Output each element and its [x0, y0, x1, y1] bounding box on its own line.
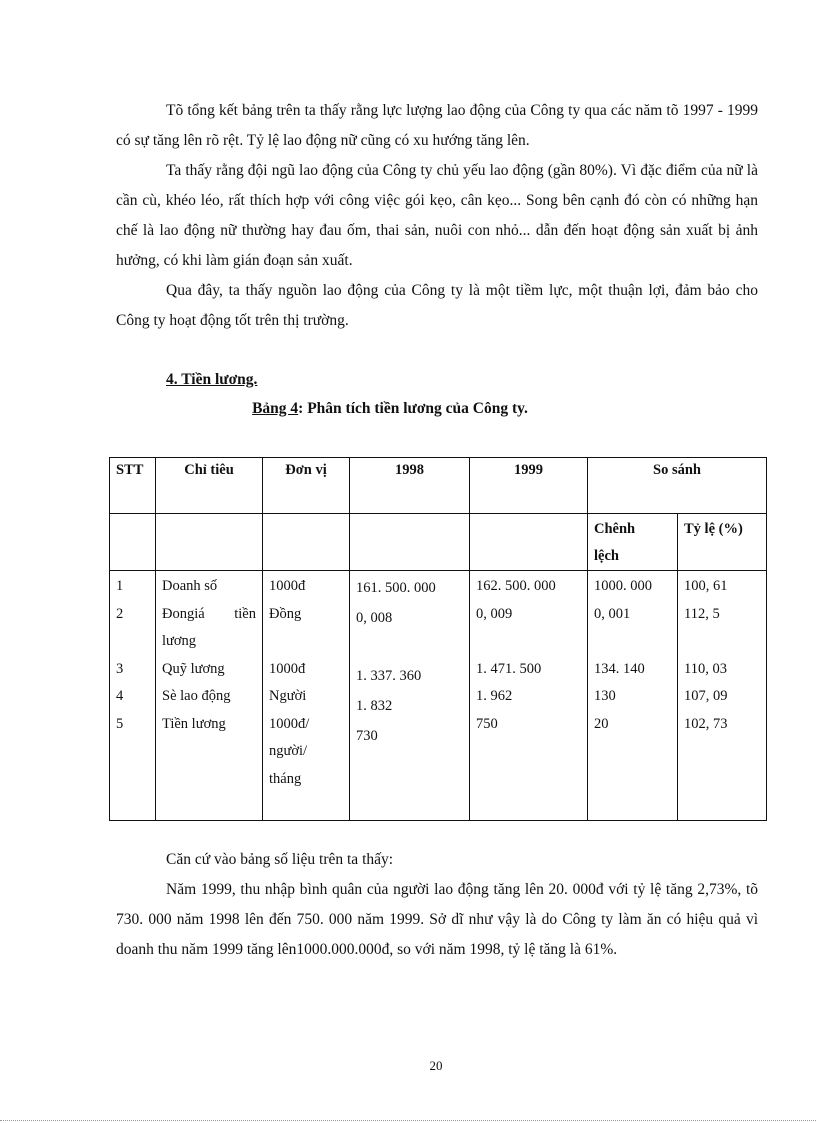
- subheader-empty-cell: [263, 514, 350, 571]
- ratio-cell: 102, 73: [684, 715, 728, 732]
- indicator-cell: Quỹ lương: [162, 660, 225, 677]
- table-header-row: [110, 458, 767, 514]
- unit-cell: Đồng: [269, 605, 302, 622]
- subheader-ratio: Tỷ lệ (%): [678, 514, 767, 571]
- unit-cell: 1000đ: [269, 578, 306, 594]
- value-1998-cell: 161. 500. 000: [356, 580, 436, 596]
- indicator-column: [156, 571, 263, 821]
- header-unit: Đơn vị: [263, 458, 350, 514]
- difference-spacer: [594, 628, 671, 656]
- unit-cell: người/: [269, 743, 308, 759]
- header-compare: So sánh: [588, 458, 767, 514]
- value-1998-spacer: [356, 633, 463, 661]
- value-1999-cell: 162. 500. 000: [476, 578, 556, 594]
- subheader-empty-cell: [110, 514, 156, 571]
- stt-cell: 1: [116, 578, 124, 594]
- unit-cell: 1000đ/: [269, 715, 310, 732]
- differences-column: [588, 571, 678, 821]
- ratio-cell: 112, 5: [684, 605, 720, 622]
- value-1999-cell: 1. 471. 500: [476, 660, 542, 677]
- stt-cell: 5: [116, 715, 124, 732]
- values-1998-column: [350, 571, 470, 821]
- value-1998-cell: 730: [356, 728, 378, 744]
- subheader-empty-cell: [350, 514, 470, 571]
- table-caption-text: : Phân tích tiền lương của Công ty.: [298, 400, 528, 417]
- salary-analysis-table: [109, 457, 767, 821]
- unit-spacer: [269, 628, 343, 656]
- table-subheader-row: [110, 514, 767, 571]
- table-caption: [0, 394, 780, 424]
- section-heading-text: 4. Tiền lương.: [166, 371, 258, 388]
- stt-column: [110, 571, 156, 821]
- header-stt: STT: [110, 458, 156, 514]
- paragraph-table-intro: Căn cứ vào bảng số liệu trên ta thấy:: [166, 851, 394, 868]
- values-1999-column: [470, 571, 588, 821]
- value-1998-cell: 0, 008: [356, 610, 393, 626]
- stt-cell: 2: [116, 605, 124, 622]
- page-number: 20: [429, 1058, 443, 1073]
- indicator-word: tiền: [234, 605, 256, 622]
- table-caption-label: Bảng 4: [252, 400, 299, 417]
- paragraph-female-labor: Ta thấy rằng đội ngũ lao động của Công ty chủ yếu lao động (gần 80%). Vì đặc điểm của nữ là cần cù, khéo léo, rất thích hợp với công việc gói kẹo, cân kẹo... Song bên cạnh đó còn có những hạn chế là lao động nữ thường hay đau ốm, thai sản, nuôi con nhỏ... dẫn đến hoạt động sản xuất bị ảnh hưởng, có khi làm gián đoạn sản xuất.: [116, 162, 758, 269]
- indicator-cell: Doanh số: [162, 578, 218, 594]
- subheader-empty-cell: [470, 514, 588, 571]
- value-1998-cell: 1. 832: [356, 698, 393, 714]
- subheader-empty-cell: [156, 514, 263, 571]
- indicator-cell: [162, 601, 256, 629]
- stt-cell: 4: [116, 688, 124, 704]
- indicator-cell: lương: [162, 633, 197, 649]
- difference-cell: 130: [594, 688, 616, 704]
- value-1999-cell: 1. 962: [476, 688, 513, 704]
- paragraph-labor-potential: Qua đây, ta thấy nguồn lao động của Công ty là một tiềm lực, một thuận lợi, đảm bảo cho Công ty hoạt động tốt trên thị trường.: [116, 282, 758, 329]
- difference-cell: 0, 001: [594, 605, 631, 622]
- stt-spacer: [116, 628, 149, 656]
- ratio-cell: 100, 61: [684, 578, 728, 594]
- ratio-cell: 107, 09: [684, 688, 728, 704]
- indicator-word: Đongiá: [162, 605, 205, 622]
- header-indicator: Chỉ tiêu: [156, 458, 263, 514]
- stt-cell: 3: [116, 660, 124, 677]
- value-1999-spacer: [476, 628, 581, 656]
- section-heading: [166, 365, 257, 395]
- subheader-difference: [588, 514, 678, 571]
- difference-cell: 1000. 000: [594, 578, 652, 594]
- ratio-cell: 110, 03: [684, 660, 727, 677]
- unit-cell: 1000đ: [269, 660, 306, 677]
- page-bottom-rule: [0, 1120, 816, 1121]
- subheader-difference-line1: Chênh: [594, 521, 636, 537]
- indicator-cell: Sè lao động: [162, 688, 231, 704]
- ratio-spacer: [684, 628, 760, 656]
- value-1999-cell: 750: [476, 715, 498, 732]
- ratios-column: [678, 571, 767, 821]
- indicator-cell: Tiền lương: [162, 715, 226, 732]
- unit-column: [263, 571, 350, 821]
- value-1999-cell: 0, 009: [476, 605, 513, 622]
- difference-cell: 20: [594, 715, 609, 732]
- difference-cell: 134. 140: [594, 660, 645, 677]
- header-1998: 1998: [350, 458, 470, 514]
- unit-cell: tháng: [269, 770, 302, 787]
- table-body-row: [110, 571, 767, 821]
- subheader-difference-line2: lệch: [594, 548, 619, 564]
- paragraph-labor-summary: Tõ tổng kết bảng trên ta thấy rằng lực lượng lao động của Công ty qua các năm tõ 1997 - 1999 có sự tăng lên rõ rệt. Tỷ lệ lao động nữ cũng có xu hướng tăng lên.: [116, 102, 758, 149]
- value-1998-cell: 1. 337. 360: [356, 668, 422, 684]
- unit-cell: Người: [269, 688, 307, 704]
- paragraph-income-analysis: Năm 1999, thu nhập bình quân của người lao động tăng lên 20. 000đ với tỷ lệ tăng 2,73%, tõ 730. 000 năm 1998 lên đến 750. 000 năm 1999. Sở dĩ như vậy là do Công ty làm ăn có hiệu quả vì doanh thu năm 1999 tăng lên1000.000.000đ, so với năm 1998, tỷ lệ tăng là 61%.: [116, 881, 758, 958]
- header-1999: 1999: [470, 458, 588, 514]
